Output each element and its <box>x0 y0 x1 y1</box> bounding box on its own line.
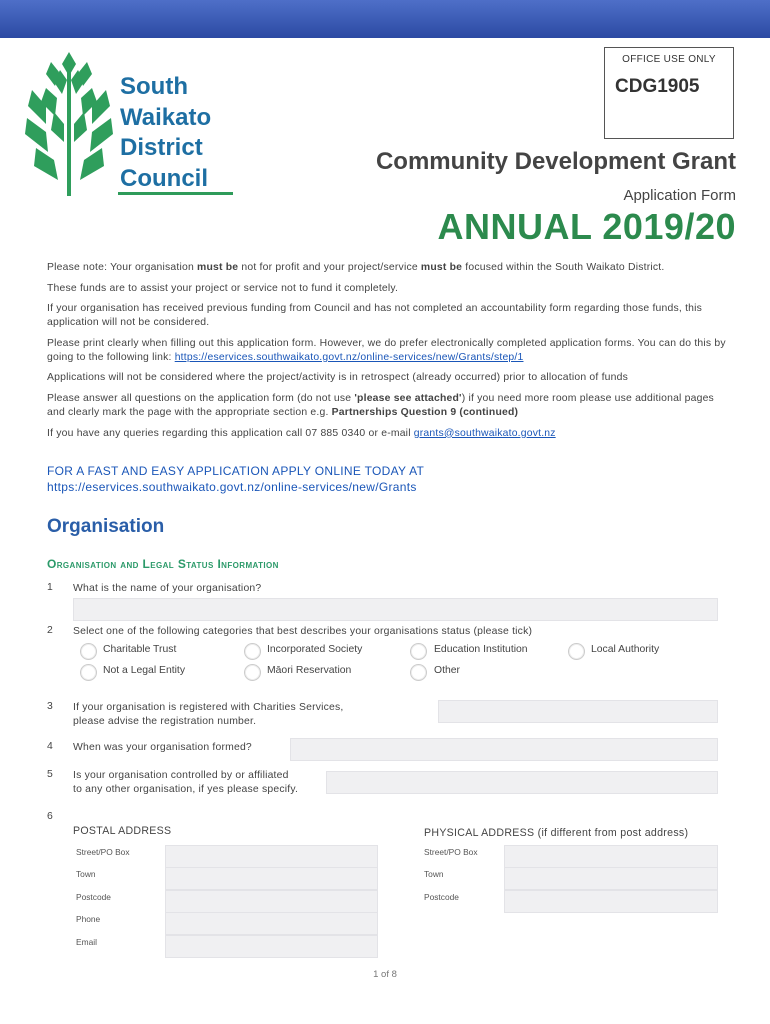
physical-address-heading: PHYSICAL ADDRESS (if different from post address) <box>424 827 689 839</box>
radio-charitable-trust[interactable] <box>80 643 97 660</box>
postal-street-field[interactable] <box>165 845 378 868</box>
option-label: Other <box>434 665 460 676</box>
postal-postcode-field[interactable] <box>165 890 378 913</box>
note-2: These funds are to assist your project or service not to fund it completely. <box>47 282 399 294</box>
option-label: Charitable Trust <box>103 644 177 655</box>
q3-number: 3 <box>47 701 53 712</box>
radio-other[interactable] <box>410 664 427 681</box>
note-7: If you have any queries regarding this application call 07 885 0340 or e-mail grants@southwaikato.govt.nz <box>47 427 556 439</box>
email-field[interactable] <box>165 935 378 958</box>
formed-date-field[interactable] <box>290 738 718 761</box>
postal-postcode-label: Postcode <box>76 892 111 902</box>
q5-number: 5 <box>47 769 53 780</box>
postal-street-label: Street/PO Box <box>76 847 130 857</box>
online-form-link[interactable]: https://eservices.southwaikato.govt.nz/online-services/new/Grants/step/1 <box>174 351 524 363</box>
q1-number: 1 <box>47 582 53 593</box>
q6-number: 6 <box>47 811 53 822</box>
logo-line-3: District <box>120 134 203 161</box>
grants-email-link[interactable]: grants@southwaikato.govt.nz <box>413 427 556 439</box>
note-1: Please note: Your organisation must be not for profit and your project/service must be focused within the South Waikato District. <box>47 262 665 273</box>
office-use-box <box>604 47 734 139</box>
q4-label: When was your organisation formed? <box>73 742 252 753</box>
note-3: If your organisation has received previous funding from Council and has not completed an accountability form regarding those funds, this application will not be considered. <box>47 303 703 329</box>
page-subtitle: Application Form <box>623 187 736 204</box>
option-label: Education Institution <box>434 644 528 655</box>
logo-line-2: Waikato <box>120 103 212 131</box>
q5-label: Is your organisation controlled by or affiliated to any other organisation, if yes please specify. <box>73 770 299 795</box>
physical-town-field[interactable] <box>504 867 718 890</box>
council-logo-text <box>120 72 211 194</box>
q3-label: If your organisation is registered with Charities Services, please advise the registration number. <box>73 702 344 727</box>
note-6: Please answer all questions on the application form (do not use 'please see attached') if you need more room please use additional pages and clearly mark the page with the appropriate section e.g. Partnerships Question 9 (continued) <box>47 392 714 418</box>
option-label: Local Authority <box>591 644 660 655</box>
option-label: Not a Legal Entity <box>103 665 186 676</box>
q1-label: What is the name of your organisation? <box>73 583 262 594</box>
instructions <box>47 261 727 447</box>
note-5: Applications will not be considered where the project/activity is in retrospect (already occurred) prior to allocation of funds <box>47 372 628 384</box>
postal-address-heading: POSTAL ADDRESS <box>73 825 172 837</box>
office-use-label: OFFICE USE ONLY <box>622 54 716 65</box>
q2-number: 2 <box>47 625 53 636</box>
note-4: Please print clearly when filling out this application form. However, we do prefer electronically completed application forms. You can do this by going to the following link: https://eservices.southwaikato.govt.nz/online-services/new/Grants/step/1 <box>47 337 726 363</box>
logo-line-1: South <box>120 73 188 100</box>
top-banner <box>0 0 770 38</box>
radio-not-legal-entity[interactable] <box>80 664 97 681</box>
radio-education-institution[interactable] <box>410 643 427 660</box>
page-number: 1 of 8 <box>373 969 397 980</box>
section-heading: Organisation <box>47 516 165 537</box>
postal-town-label: Town <box>76 869 96 879</box>
postal-town-field[interactable] <box>165 867 378 890</box>
office-code: CDG1905 <box>615 76 700 97</box>
phone-label: Phone <box>76 914 101 924</box>
radio-local-authority[interactable] <box>568 643 585 660</box>
radio-maori-reservation[interactable] <box>244 664 261 681</box>
charities-registration-field[interactable] <box>438 700 718 723</box>
q4-number: 4 <box>47 741 53 752</box>
radio-incorporated-society[interactable] <box>244 643 261 660</box>
email-label: Email <box>76 937 97 947</box>
logo-line-4: Council <box>120 164 208 192</box>
physical-street-label: Street/PO Box <box>424 847 478 857</box>
apply-online-banner <box>47 463 424 495</box>
apply-online-text: FOR A FAST AND EASY APPLICATION APPLY ONLINE TODAY AT <box>47 464 425 478</box>
physical-town-label: Town <box>424 869 444 879</box>
subsection-heading: Organisation and Legal Status Information <box>47 557 279 571</box>
page-title: Community Development Grant <box>375 148 736 175</box>
q2-label: Select one of the following categories that best describes your organisations status (please tick) <box>73 626 533 637</box>
physical-postcode-label: Postcode <box>424 892 459 902</box>
apply-online-link[interactable]: https://eservices.southwaikato.govt.nz/online-services/new/Grants <box>47 480 417 494</box>
organisation-name-field[interactable] <box>73 598 718 621</box>
logo-underline <box>118 192 233 195</box>
affiliation-field[interactable] <box>326 771 718 794</box>
physical-street-field[interactable] <box>504 845 718 868</box>
annual-heading: ANNUAL 2019/20 <box>437 206 736 247</box>
phone-field[interactable] <box>165 912 378 935</box>
option-label: Māori Reservation <box>267 665 352 676</box>
physical-postcode-field[interactable] <box>504 890 718 913</box>
option-label: Incorporated Society <box>267 644 363 655</box>
